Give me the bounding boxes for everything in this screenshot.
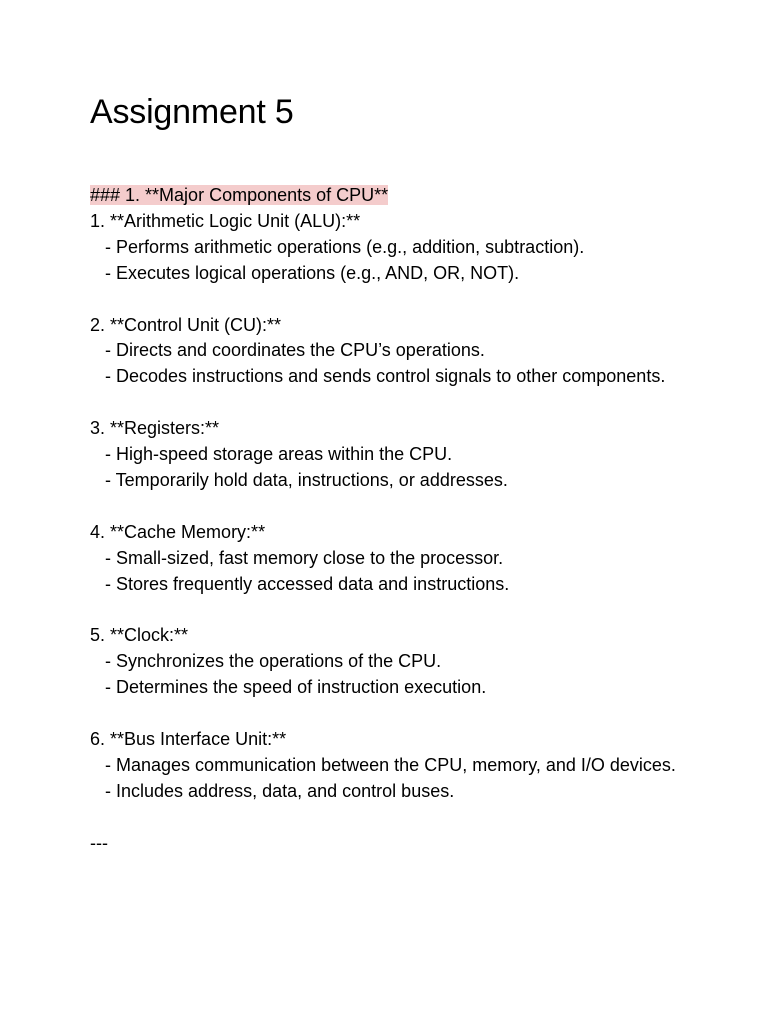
item-label: 3. **Registers:**: [90, 418, 220, 439]
item-label: 2. **Control Unit (CU):**: [90, 314, 282, 335]
item-point: - Temporarily hold data, instructions, or addresses.: [90, 469, 508, 490]
blank-line: [90, 805, 690, 831]
item-point: - Synchronizes the operations of the CPU.: [90, 651, 442, 672]
blank-line: [90, 494, 690, 520]
section-heading: ### 1. **Major Components of CPU**: [90, 185, 389, 205]
item-point: - Determines the speed of instruction execution.: [90, 677, 487, 698]
item-label: 4. **Cache Memory:**: [90, 521, 266, 542]
item-point: - Directs and coordinates the CPU’s operations.: [90, 340, 485, 361]
item-point: - Small-sized, fast memory close to the processor.: [90, 547, 504, 568]
item-point: - Includes address, data, and control buses.: [90, 780, 455, 801]
blank-line: [90, 287, 690, 313]
blank-line: [90, 597, 690, 623]
item-label: 5. **Clock:**: [90, 625, 189, 646]
separator: ---: [90, 832, 108, 853]
item-point: - Stores frequently accessed data and instructions.: [90, 573, 510, 594]
section-heading-line: [90, 183, 690, 209]
document-body: [90, 183, 690, 856]
item-point: - Decodes instructions and sends control signals to other components.: [90, 366, 666, 387]
document-title: Assignment 5: [90, 93, 294, 131]
item-point: - Manages communication between the CPU, memory, and I/O devices.: [90, 754, 676, 775]
blank-line: [90, 390, 690, 416]
item-point: - High-speed storage areas within the CPU.: [90, 444, 453, 465]
blank-line: [90, 701, 690, 727]
item-point: - Executes logical operations (e.g., AND, OR, NOT).: [90, 262, 520, 283]
item-label: 1. **Arithmetic Logic Unit (ALU):**: [90, 210, 361, 231]
item-label: 6. **Bus Interface Unit:**: [90, 728, 287, 749]
item-point: - Performs arithmetic operations (e.g., addition, subtraction).: [90, 236, 585, 257]
